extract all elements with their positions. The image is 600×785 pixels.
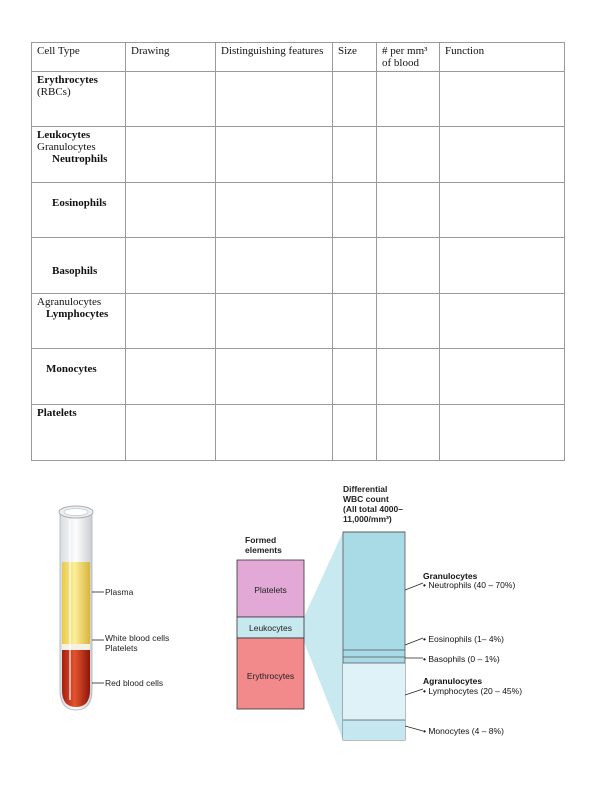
- drawing-cell[interactable]: [126, 349, 216, 405]
- size-cell[interactable]: [333, 183, 377, 238]
- features-cell[interactable]: [216, 183, 333, 238]
- red-blood-cells-label: Red blood cells: [105, 678, 164, 688]
- cell-type-eosinophils: [32, 183, 126, 238]
- count-cell[interactable]: [377, 405, 440, 461]
- platelets-tube-label: Platelets: [105, 643, 138, 653]
- drawing-cell[interactable]: [126, 183, 216, 238]
- count-cell[interactable]: [377, 72, 440, 127]
- features-cell[interactable]: [216, 72, 333, 127]
- cell-type-monocytes: [32, 349, 126, 405]
- function-cell[interactable]: [440, 183, 565, 238]
- size-cell[interactable]: [333, 349, 377, 405]
- platelets-box-label: Platelets: [254, 585, 287, 595]
- size-cell[interactable]: [333, 238, 377, 294]
- drawing-cell[interactable]: [126, 72, 216, 127]
- row-label-erythrocytes: Erythrocytes: [37, 74, 98, 86]
- cell-type-lymphocytes: [32, 294, 126, 349]
- table-row: [32, 183, 565, 238]
- row-label-platelets: Platelets: [37, 407, 77, 419]
- row-label-leukocytes: Leukocytes: [37, 129, 91, 141]
- differential-title-line3: (All total 4000–: [343, 504, 403, 514]
- function-cell[interactable]: [440, 294, 565, 349]
- count-cell[interactable]: [377, 183, 440, 238]
- differential-title-line1: Differential: [343, 484, 388, 494]
- leukocytes-box-label: Leukocytes: [249, 623, 292, 633]
- function-cell[interactable]: [440, 127, 565, 183]
- cell-type-erythrocytes: [32, 72, 126, 127]
- header-row: [32, 43, 565, 72]
- buffy-coat-layer: [62, 644, 90, 650]
- row-label-neutrophils: Neutrophils: [52, 153, 108, 165]
- table-row: [32, 294, 565, 349]
- granulocytes-heading: Granulocytes: [423, 571, 478, 581]
- header-per-mm3: # per mm³ of blood: [377, 43, 440, 72]
- row-label-lymphocytes: Lymphocytes: [46, 308, 109, 320]
- expansion-wedge: [304, 532, 343, 740]
- count-cell[interactable]: [377, 127, 440, 183]
- table-row: [32, 349, 565, 405]
- drawing-cell[interactable]: [126, 127, 216, 183]
- lymphocytes-count: • Lymphocytes (20 – 45%): [423, 686, 523, 696]
- agranulocytes-heading: Agranulocytes: [423, 676, 483, 686]
- table-row: [32, 127, 565, 183]
- header-size: Size: [333, 43, 377, 72]
- count-cell[interactable]: [377, 349, 440, 405]
- table-row: [32, 238, 565, 294]
- count-cell[interactable]: [377, 294, 440, 349]
- cell-type-leukocytes: [32, 127, 126, 183]
- row-label-basophils: Basophils: [52, 265, 98, 277]
- header-cell-type: Cell Type: [32, 43, 126, 72]
- features-cell[interactable]: [216, 127, 333, 183]
- size-cell[interactable]: [333, 72, 377, 127]
- features-cell[interactable]: [216, 294, 333, 349]
- header-function: Function: [440, 43, 565, 72]
- header-drawing: Drawing: [126, 43, 216, 72]
- function-cell[interactable]: [440, 72, 565, 127]
- drawing-cell[interactable]: [126, 294, 216, 349]
- plasma-label: Plasma: [105, 587, 134, 597]
- size-cell[interactable]: [333, 294, 377, 349]
- differential-leaders: [405, 580, 425, 740]
- formed-title-line2: elements: [245, 545, 282, 555]
- drawing-cell[interactable]: [126, 405, 216, 461]
- differential-title-line2: WBC count: [343, 494, 389, 504]
- header-distinguishing-features: Distinguishing features: [216, 43, 333, 72]
- row-label-rbcs: (RBCs): [37, 86, 71, 98]
- function-cell[interactable]: [440, 405, 565, 461]
- size-cell[interactable]: [333, 405, 377, 461]
- features-cell[interactable]: [216, 238, 333, 294]
- cell-type-platelets: [32, 405, 126, 461]
- row-label-agranulocytes: Agranulocytes: [37, 296, 102, 308]
- red-cell-layer: [62, 650, 90, 707]
- cell-type-table: [31, 42, 565, 461]
- monocytes-count: • Monocytes (4 – 8%): [423, 726, 504, 736]
- size-cell[interactable]: [333, 127, 377, 183]
- differential-title: [343, 484, 403, 524]
- row-label-eosinophils: Eosinophils: [52, 197, 107, 209]
- differential-title-line4: 11,000/mm³): [343, 514, 392, 524]
- features-cell[interactable]: [216, 405, 333, 461]
- function-cell[interactable]: [440, 238, 565, 294]
- formed-elements-title: [245, 535, 282, 555]
- features-cell[interactable]: [216, 349, 333, 405]
- neutrophils-count: • Neutrophils (40 – 70%): [423, 580, 516, 590]
- formed-title-line1: Formed: [245, 535, 277, 545]
- plasma-layer: [62, 562, 90, 644]
- test-tube-illustration: [0, 480, 220, 740]
- erythrocytes-box-label: Erythrocytes: [246, 671, 295, 681]
- basophils-count: • Basophils (0 – 1%): [423, 654, 500, 664]
- eosinophils-count: • Eosinophils (1– 4%): [423, 634, 504, 644]
- function-cell[interactable]: [440, 349, 565, 405]
- row-label-monocytes: Monocytes: [46, 363, 97, 375]
- drawing-cell[interactable]: [126, 238, 216, 294]
- table-row: [32, 405, 565, 461]
- cell-type-basophils: [32, 238, 126, 294]
- white-blood-cells-label: White blood cells: [105, 633, 170, 643]
- count-cell[interactable]: [377, 238, 440, 294]
- row-label-granulocytes: Granulocytes: [37, 141, 96, 153]
- table-row: [32, 72, 565, 127]
